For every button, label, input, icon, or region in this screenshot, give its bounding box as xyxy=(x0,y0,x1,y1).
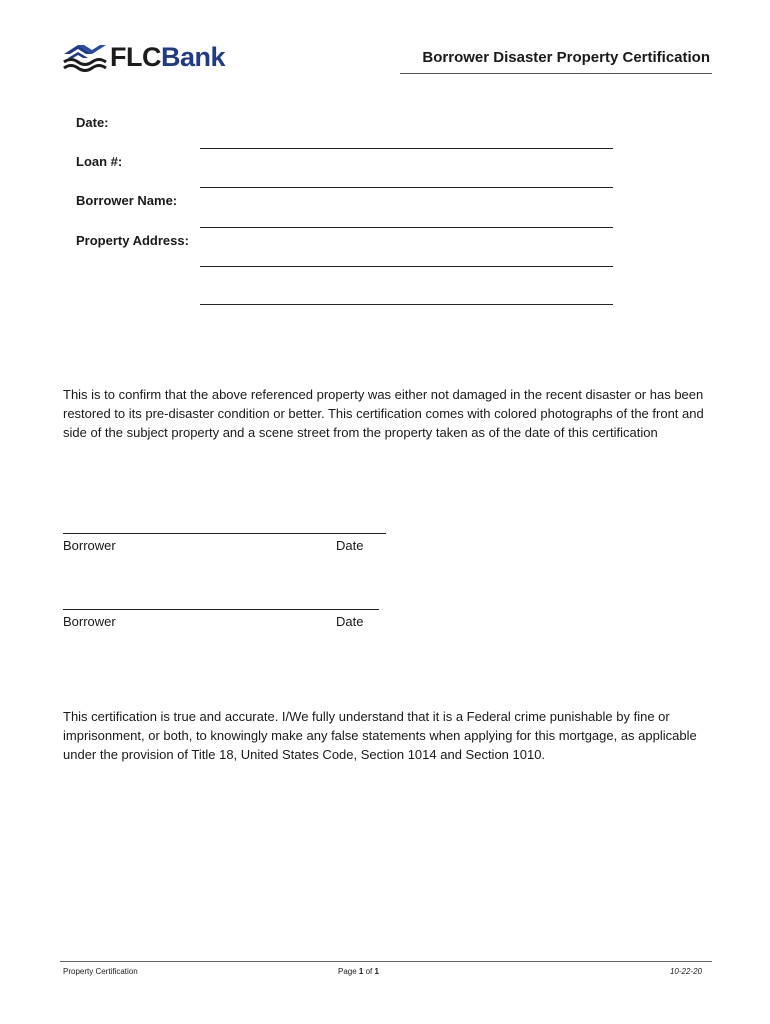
borrower-label-1: Borrower xyxy=(63,538,116,553)
flcbank-logo-icon xyxy=(62,42,108,72)
borrower-signature-line-2[interactable] xyxy=(63,609,379,610)
footer-document-name: Property Certification xyxy=(63,967,138,976)
loan-number-label: Loan #: xyxy=(76,154,123,169)
footer-page-current: 1 xyxy=(358,967,364,976)
document-title: Borrower Disaster Property Certification xyxy=(422,49,710,66)
confirmation-paragraph: This is to confirm that the above referenced property was either not damaged in the recent disaster or has been restored to its pre-disaster condition or better. This certification comes with colored photographs of the front and side of the subject property and a scene street from the property taken as of the date of this certification xyxy=(63,387,704,440)
logo-flc-text: FLC xyxy=(110,42,161,72)
logo-wordmark xyxy=(110,42,225,72)
attestation-paragraph: This certification is true and accurate. I/We fully understand that it is a Federal crime punishable by fine or imprisonment, or both, to knowingly make any false statements when applying for this mortgage, as applicable under the provision of Title 18, United States Code, Section 1014 and Section 1010. xyxy=(63,709,697,762)
logo-bank-text: Bank xyxy=(160,42,226,72)
footer-revision-date: 10-22-20 xyxy=(669,967,702,976)
header-divider xyxy=(400,73,712,74)
loan-number-field-line[interactable] xyxy=(200,187,613,188)
flcbank-logo xyxy=(62,42,225,72)
borrower-name-label: Borrower Name: xyxy=(76,193,178,208)
footer-page-number xyxy=(338,967,379,976)
borrower-signature-line-1[interactable] xyxy=(63,533,386,534)
property-address-field-line-2[interactable] xyxy=(200,304,613,305)
property-address-field-line-1[interactable] xyxy=(200,266,613,267)
footer-page-total: 1 xyxy=(374,967,379,976)
borrower-name-field-line[interactable] xyxy=(200,227,613,228)
footer-divider xyxy=(60,961,712,962)
date-field-line[interactable] xyxy=(200,148,613,149)
date-label-2: Date xyxy=(336,614,364,629)
date-label: Date: xyxy=(76,115,109,130)
borrower-label-2: Borrower xyxy=(63,614,116,629)
property-address-label: Property Address: xyxy=(76,233,189,248)
footer-page-of: of xyxy=(365,967,373,976)
date-label-1: Date xyxy=(336,538,364,553)
footer-page-prefix: Page xyxy=(338,967,357,976)
